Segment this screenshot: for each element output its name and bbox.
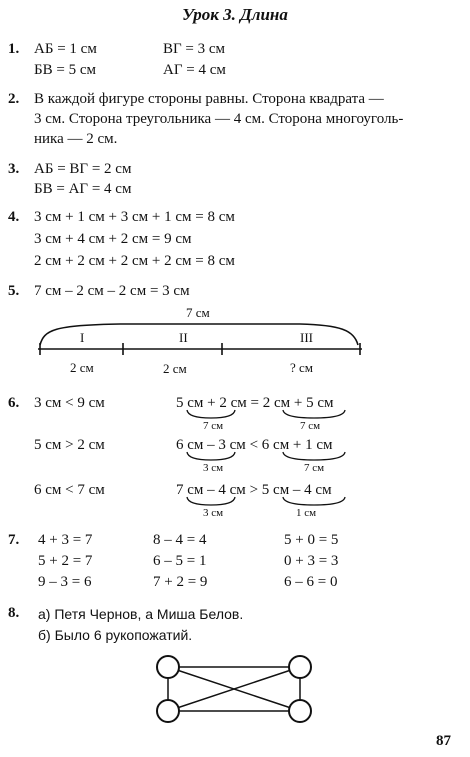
- p5-total-brace: [40, 324, 358, 345]
- p2-line-2: 3 см. Сторона треугольника — 4 см. Сторона многоуголь-: [34, 111, 404, 127]
- p3-line-1: АБ = ВГ = 2 см: [34, 161, 132, 177]
- p6-row-1-bracket-1: см + 2 см: [187, 395, 247, 411]
- p1-bv: БВ = 5 см: [34, 62, 96, 78]
- p5-segment-diagram: [38, 324, 362, 355]
- p6-row-2-bracket-2: см + 1 см: [273, 437, 333, 453]
- p6-row-1-under-1: 7 см: [203, 420, 224, 432]
- p6-braces: [187, 410, 345, 505]
- p8-answer-b: б) Было 6 рукопожатий.: [38, 627, 193, 643]
- page-number: 87: [436, 733, 451, 749]
- p6-row-3: 7 см – 4 см > 5 см – 4 см: [176, 482, 332, 498]
- p4-line-1: 3 см + 1 см + 3 см + 1 см = 8 см: [34, 209, 235, 225]
- p7-c1-r3: 9 – 3 = 6: [38, 574, 92, 590]
- p4-line-2: 3 см + 4 см + 2 см = 9 см: [34, 231, 192, 247]
- p6-row-2-under-1: 3 см: [203, 462, 224, 474]
- p4-line-3: 2 см + 2 см + 2 см + 2 см = 8 см: [34, 253, 235, 269]
- p7-c3-r2: 0 + 3 = 3: [284, 553, 339, 569]
- p2-line-3: ника — 2 см.: [34, 131, 118, 147]
- p6-left-1: 3 см < 9 см: [34, 395, 105, 411]
- p6-r2-brace-1: [187, 452, 235, 460]
- p6-row-1-bracket-2: см + 5 см: [273, 395, 334, 411]
- p5-segment-i: I: [80, 330, 85, 345]
- p6-left-2: 5 см > 2 см: [34, 437, 105, 453]
- p1-ag: АГ = 4 см: [163, 62, 226, 78]
- p6-row-3-under-2: 1 см: [296, 507, 317, 519]
- p6-r3-brace-1: [187, 497, 235, 505]
- problem-2-number: 2.: [8, 91, 20, 107]
- node-top-left: [157, 656, 179, 678]
- p6-row-3-bracket-2: см – 4 см: [273, 482, 332, 498]
- p5-segment-iii: III: [300, 330, 313, 345]
- p7-c3-r1: 5 + 0 = 5: [284, 532, 339, 548]
- page-title: Урок 3. Длина: [182, 5, 288, 24]
- p6-r1-brace-2: [283, 410, 345, 418]
- p6-row-2: 6 см – 3 см < 6 см + 1 см: [176, 437, 333, 453]
- p5-length-2: 2 см: [163, 361, 187, 376]
- p8-handshake-graph: [157, 656, 311, 722]
- p7-c1-r2: 5 + 2 = 7: [38, 553, 93, 569]
- p6-r1-brace-1: [187, 410, 235, 418]
- p1-vg: ВГ = 3 см: [163, 41, 226, 57]
- p6-row-2-bracket-1: см – 3 см: [187, 437, 246, 453]
- p6-left-3: 6 см < 7 см: [34, 482, 105, 498]
- p5-equation: 7 см – 2 см – 2 см = 3 см: [34, 283, 190, 299]
- p7-c1-r1: 4 + 3 = 7: [38, 532, 93, 548]
- problem-8-number: 8.: [8, 605, 20, 621]
- p5-segment-ii: II: [179, 330, 188, 345]
- node-bottom-left: [157, 700, 179, 722]
- node-bottom-right: [289, 700, 311, 722]
- problem-5-number: 5.: [8, 283, 20, 299]
- p7-c3-r3: 6 – 6 = 0: [284, 574, 338, 590]
- node-top-right: [289, 656, 311, 678]
- p6-row-1-under-2: 7 см: [300, 420, 321, 432]
- p6-row-3-under-1: 3 см: [203, 507, 224, 519]
- p1-ab: АБ = 1 см: [34, 41, 97, 57]
- problem-6-number: 6.: [8, 395, 20, 411]
- p6-r3-brace-2: [283, 497, 345, 505]
- p8-answer-a: а) Петя Чернов, а Миша Белов.: [38, 606, 244, 622]
- p6-r2-brace-2: [283, 452, 345, 460]
- problem-7-number: 7.: [8, 532, 20, 548]
- p5-length-3: ? см: [290, 360, 314, 375]
- p7-c2-r1: 8 – 4 = 4: [153, 532, 207, 548]
- p6-row-2-under-2: 7 см: [304, 462, 325, 474]
- problem-4-number: 4.: [8, 209, 20, 225]
- p7-c2-r3: 7 + 2 = 9: [153, 574, 208, 590]
- problem-1-number: 1.: [8, 41, 20, 57]
- p7-c2-r2: 6 – 5 = 1: [153, 553, 207, 569]
- p3-line-2: БВ = АГ = 4 см: [34, 181, 132, 197]
- p6-row-1: 5 см + 2 см = 2 см + 5 см: [176, 395, 334, 411]
- problem-3-number: 3.: [8, 161, 20, 177]
- p5-total-length: 7 см: [186, 305, 210, 320]
- p5-length-1: 2 см: [70, 360, 94, 375]
- p2-line-1: В каждой фигуре стороны равны. Сторона квадрата —: [34, 91, 384, 107]
- p6-row-3-bracket-1: см – 4 см: [187, 482, 246, 498]
